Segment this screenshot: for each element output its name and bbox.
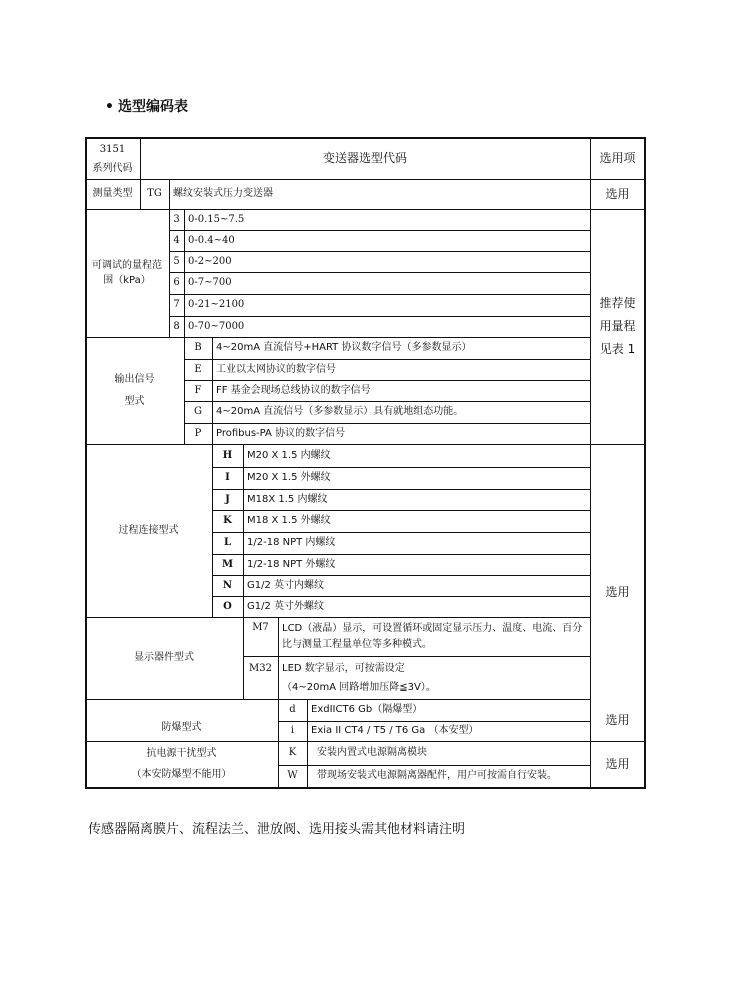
process-desc: M20 X 1.5 内螺纹 xyxy=(247,449,331,461)
process-desc: 1/2-18 NPT 内螺纹 xyxy=(247,537,336,549)
range-code: 4 xyxy=(173,234,180,246)
display-code: M7 xyxy=(252,622,269,633)
antiint-desc: 安装内置式电源隔离模块 xyxy=(317,747,427,759)
display-desc xyxy=(278,656,590,699)
display-desc-line: LED 数字显示，可按需设定 xyxy=(282,662,405,674)
display-code: M32 xyxy=(249,663,272,674)
process-desc: G1/2 英寸外螺纹 xyxy=(247,600,325,612)
measure-type-code: TG xyxy=(147,188,162,200)
process-desc: M20 X 1.5 外螺纹 xyxy=(247,472,331,484)
explosion-desc: Exia II CT4 / T5 / T6 Ga （本安型） xyxy=(311,725,479,737)
range-option: 推荐使用量程见表 1 xyxy=(599,296,636,356)
process-code: K xyxy=(223,515,232,527)
model-code-header: 变送器选型代码 xyxy=(322,150,407,165)
output-code: E xyxy=(194,363,202,375)
range-code: 3 xyxy=(173,213,180,225)
process-desc: M18 X 1.5 外螺纹 xyxy=(247,515,331,527)
process-label: 过程连接型式 xyxy=(118,524,179,536)
antiint-label: 抗电源干扰型式 xyxy=(146,748,217,759)
range-desc: 0-2~200 xyxy=(188,255,232,267)
selection-code-table xyxy=(85,137,646,789)
explosion-option: 选用 xyxy=(605,712,630,727)
output-desc: 4~20mA 直流信号（多参数显示）具有就地组态功能。 xyxy=(216,406,464,418)
explosion-code: d xyxy=(289,704,296,716)
process-code: O xyxy=(223,600,232,612)
range-desc: 0-21~2100 xyxy=(188,299,245,311)
display-desc-line: 比与测量工程量单位等多种模式。 xyxy=(282,638,432,650)
display-label: 显示器件型式 xyxy=(134,652,194,664)
process-desc: G1/2 英寸内螺纹 xyxy=(247,579,325,591)
output-code: B xyxy=(194,342,202,354)
explosion-desc: ExdIICT6 Gb（隔爆型） xyxy=(311,704,423,716)
output-desc: 4~20mA 直流信号+HART 协议数字信号（多参数显示） xyxy=(216,342,472,354)
section-title: • 选型编码表 xyxy=(105,99,188,115)
measure-type-label: 测量类型 xyxy=(92,188,133,200)
antiint-desc: 带现场安装式电源隔离器配件，用户可按需自行安装。 xyxy=(317,770,557,782)
range-code: 8 xyxy=(173,320,180,332)
antiint-label-block xyxy=(85,741,278,787)
output-code: G xyxy=(194,406,202,418)
process-option: 选用 xyxy=(605,585,630,600)
range-desc: 0-70~7000 xyxy=(188,320,245,332)
series-code-number: 3151 xyxy=(99,143,126,155)
antiint-code: K xyxy=(288,747,297,759)
option-header: 选用项 xyxy=(599,150,636,165)
range-desc: 0-0.4~40 xyxy=(188,234,235,246)
explosion-label: 防爆型式 xyxy=(161,722,202,734)
range-desc: 0-7~700 xyxy=(188,277,232,289)
antiint-code: W xyxy=(287,770,298,782)
process-desc: M18X 1.5 内螺纹 xyxy=(247,493,328,505)
process-code: H xyxy=(222,449,233,461)
process-desc: 1/2-18 NPT 外螺纹 xyxy=(247,558,336,570)
process-code: L xyxy=(223,537,232,549)
display-desc-line: LCD（液晶）显示，可设置循环或固定显示压力、温度、电流、百分 xyxy=(282,623,583,634)
process-code: J xyxy=(225,493,230,505)
antiint-option: 选用 xyxy=(605,756,630,771)
process-code: N xyxy=(222,579,233,591)
antiint-sublabel: （本安防爆型不能用） xyxy=(131,769,232,780)
display-desc-line: （4~20mA 回路增加压降≦3V）。 xyxy=(282,681,436,693)
footer-note: 传感器隔离膜片、流程法兰、泄放阀、选用接头需其他材料请注明 xyxy=(88,822,466,837)
output-code: F xyxy=(194,384,202,396)
range-code: 7 xyxy=(173,299,180,311)
range-code: 6 xyxy=(173,277,180,289)
display-desc xyxy=(278,617,590,656)
range-label: 可调试的量程范围（kPa） xyxy=(92,259,162,286)
output-code: P xyxy=(194,427,202,439)
measure-type-desc: 螺纹安装式压力变送器 xyxy=(173,188,273,200)
process-code: I xyxy=(225,472,230,484)
measure-type-option: 选用 xyxy=(605,186,630,201)
range-code: 5 xyxy=(173,255,180,267)
output-desc: 工业以太网协议的数字信号 xyxy=(216,363,336,375)
series-code-label: 系列代码 xyxy=(92,162,133,174)
output-desc: Profibus-PA 协议的数字信号 xyxy=(216,427,346,439)
range-desc: 0-0.15~7.5 xyxy=(188,213,245,225)
explosion-code: i xyxy=(290,725,295,737)
output-label: 输出信号型式 xyxy=(114,373,155,407)
process-code: M xyxy=(221,558,234,570)
output-desc: FF 基金会现场总线协议的数字信号 xyxy=(216,384,371,396)
